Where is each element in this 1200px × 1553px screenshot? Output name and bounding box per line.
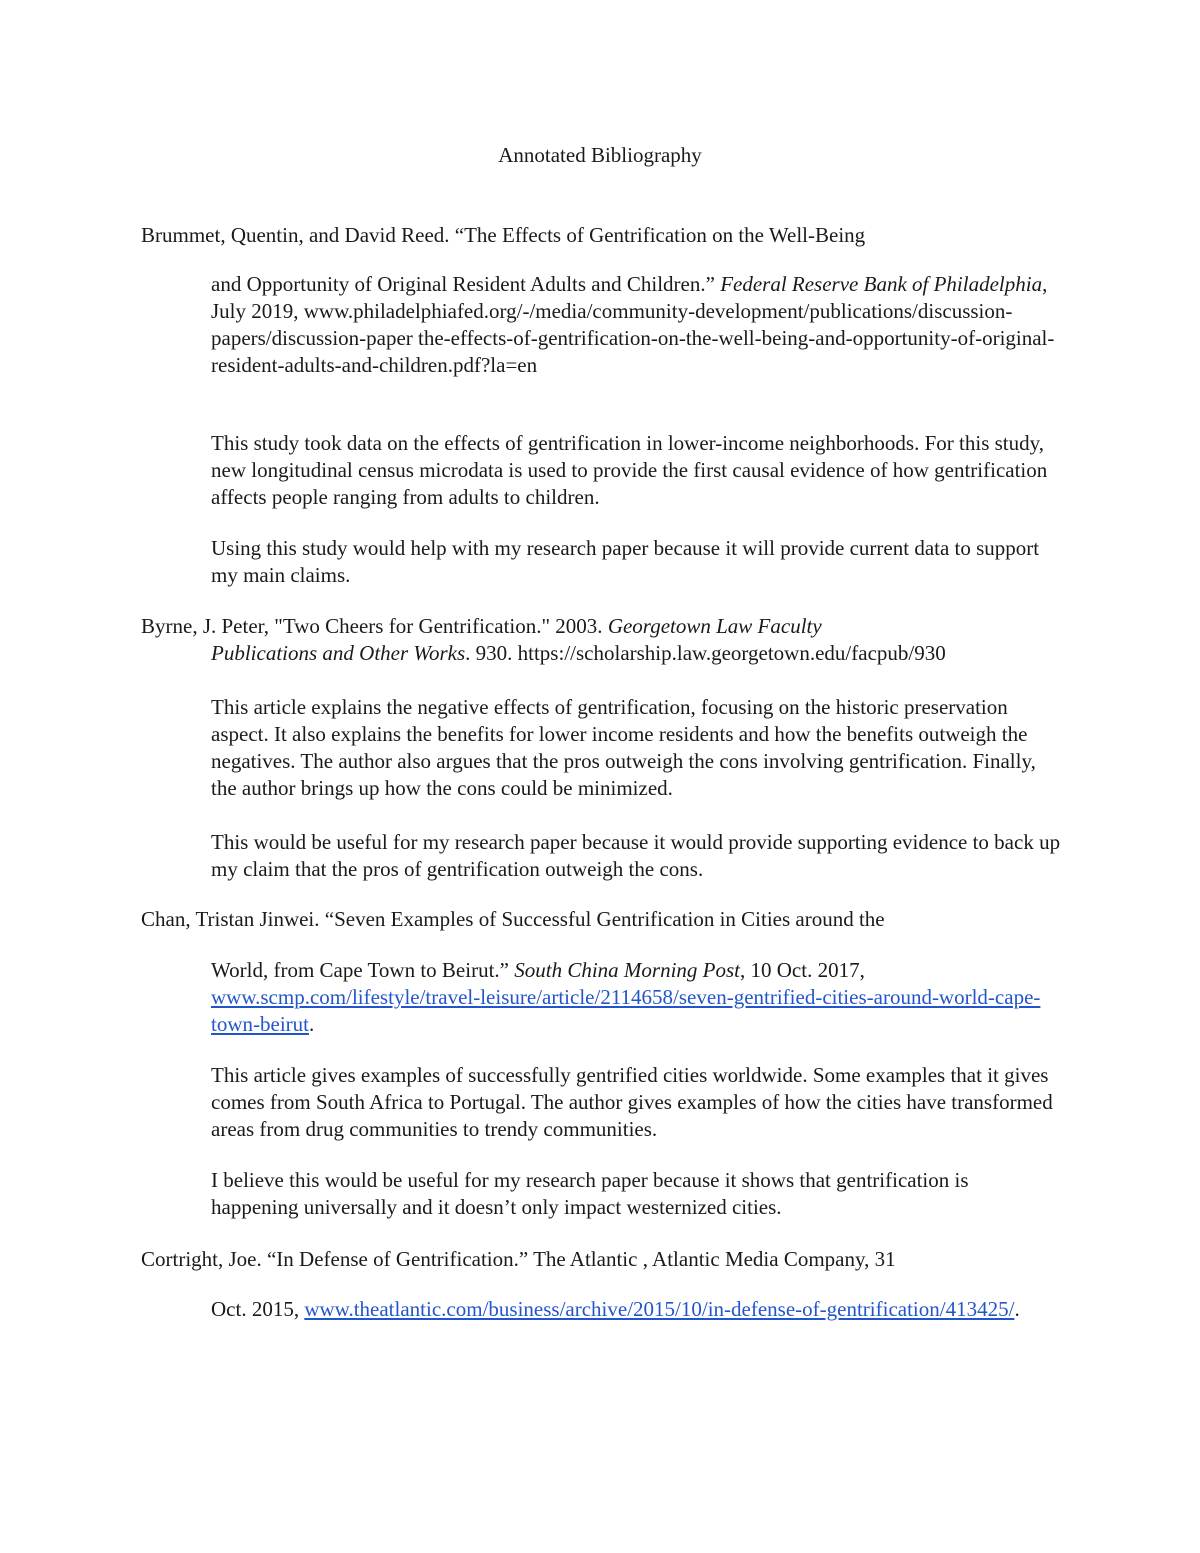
article-link[interactable]: www.theatlantic.com/business/archive/2015/10/in-defense-of-gentrification/413425/ [304, 1297, 1015, 1321]
source-title: Georgetown Law Faculty [607, 614, 822, 638]
citation-continuation: World, from Cape Town to Beirut.” South China Morning Post, 10 Oct. 2017, www.scmp.com/lifestyle/travel-leisure/article/2114658/seven-gentrified-cities-around-world-cape-town-beirut. [211, 958, 1041, 1036]
annotation-summary: This article explains the negative effects of gentrification, focusing on the historic preservation aspect. It also explains the benefits for lower income residents and how the benefits outweigh the negatives. The author also argues that the pros outweigh the cons involving gentrification. Finally, the author brings up how the cons could be minimized. [211, 695, 1036, 800]
citation-first-line: Chan, Tristan Jinwei. “Seven Examples of Successful Gentrification in Cities around the [141, 907, 885, 931]
citation-first-line: Cortright, Joe. “In Defense of Gentrification.” The Atlantic , Atlantic Media Company, 31 [141, 1247, 896, 1271]
source-title: Federal Reserve Bank of Philadelphia [720, 272, 1043, 296]
annotation-relevance: Using this study would help with my research paper because it will provide current data to support my main claims. [211, 536, 1040, 587]
article-link[interactable]: www.scmp.com/lifestyle/travel-leisure/article/2114658/seven-gentrified-cities-around-world-cape-town-beirut [211, 985, 1041, 1036]
source-title: Publications and Other Works [211, 641, 466, 665]
annotation-summary: This article gives examples of successfully gentrified cities worldwide. Some examples that it gives comes from South Africa to Portugal. The author gives examples of how the cities have transformed areas from drug communities to trendy communities. [211, 1063, 1053, 1141]
annotation-relevance: This would be useful for my research paper because it would provide supporting evidence to back up my claim that the pros of gentrification outweigh the cons. [211, 830, 1061, 881]
document-title: Annotated Bibliography [498, 143, 702, 167]
citation-first-line: Brummet, Quentin, and David Reed. “The Effects of Gentrification on the Well-Being [141, 223, 866, 247]
source-title: South China Morning Post [514, 958, 740, 982]
annotation-summary: This study took data on the effects of gentrification in lower-income neighborhoods. For this study, new longitudinal census microdata is used to provide the first causal evidence of how gentrification affects people ranging from adults to children. [211, 431, 1048, 509]
citation-continuation: Oct. 2015, www.theatlantic.com/business/archive/2015/10/in-defense-of-gentrification/413425/. [211, 1297, 1020, 1321]
citation-continuation: Publications and Other Works. 930. https://scholarship.law.georgetown.edu/facpub/930 [211, 641, 946, 665]
annotation-relevance: I believe this would be useful for my research paper because it shows that gentrification is happening universally and it doesn’t only impact westernized cities. [211, 1168, 969, 1219]
citation-continuation: and Opportunity of Original Resident Adults and Children.” Federal Reserve Bank of Philadelphia, July 2019, www.philadelphiafed.org/-/media/community-development/publications/discussion-papers/discussion-paper the-effects-of-gentrification-on-the-well-being-and-opportunity-of-original-resident-adults-and-children.pdf?la=en [211, 272, 1055, 377]
citation-first-line: Byrne, J. Peter, "Two Cheers for Gentrification." 2003. Georgetown Law Faculty [141, 614, 822, 638]
